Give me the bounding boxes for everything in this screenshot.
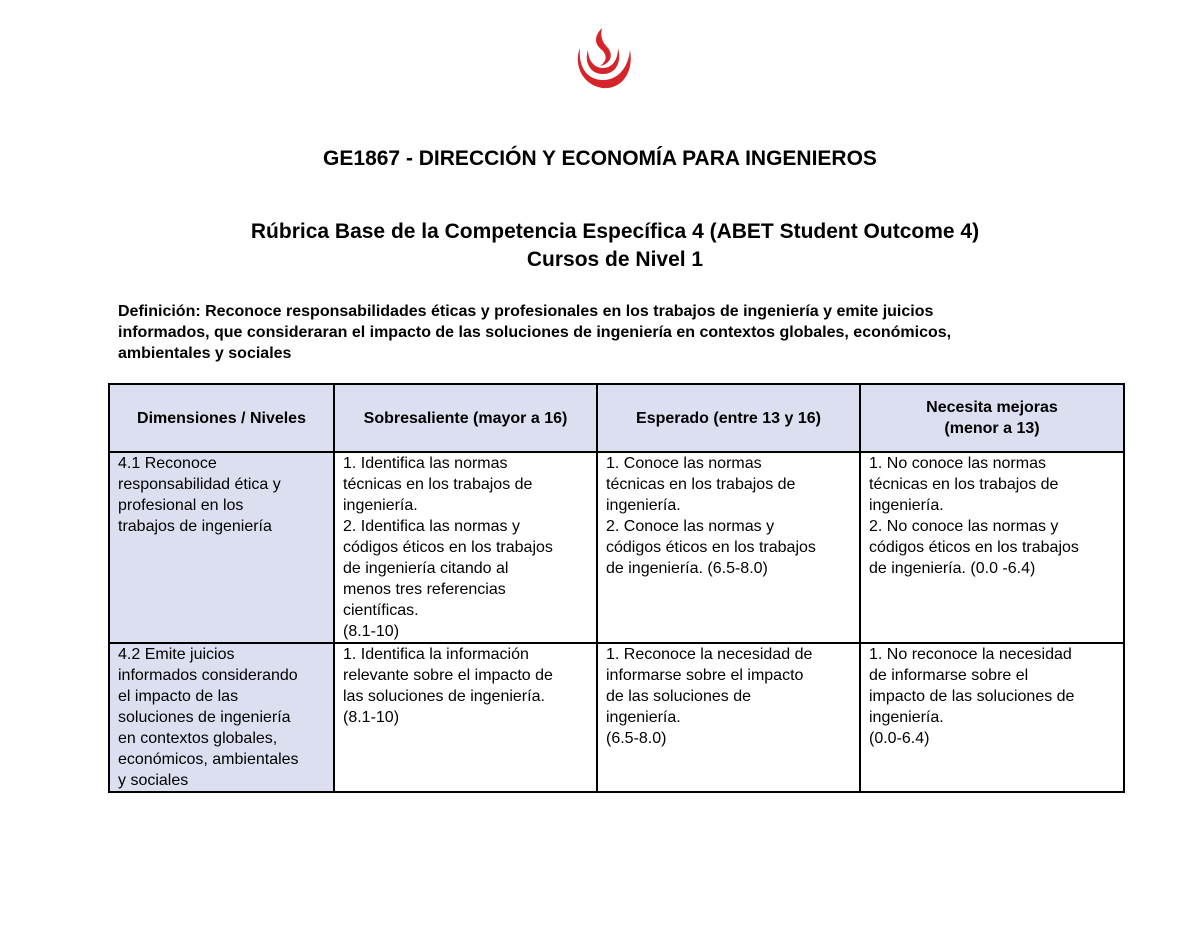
cell-line: de ingeniería. (0.0 -6.4) (869, 560, 1036, 577)
expected-cell (597, 452, 860, 643)
needs-improvement-cell (860, 452, 1124, 643)
table-row (109, 452, 1124, 643)
upc-flame-logo (572, 26, 634, 90)
cell-line: 4.2 Emite juicios (118, 646, 235, 663)
dimension-cell (109, 452, 334, 643)
cell-line: de ingeniería citando al (343, 560, 509, 577)
header-needs-improvement (860, 384, 1124, 452)
cell-line: científicas. (343, 602, 419, 619)
subtitle-line-1: Rúbrica Base de la Competencia Específica 4 (ABET Student Outcome 4) (250, 220, 980, 243)
definition-paragraph (118, 301, 1078, 364)
cell-line: 1. Identifica la información (343, 646, 529, 663)
cell-line: ingeniería. (606, 497, 681, 514)
cell-line: profesional en los (118, 497, 244, 514)
cell-line: 1. No conoce las normas (869, 455, 1046, 472)
cell-line: y sociales (118, 772, 189, 789)
definition-line-3: ambientales y sociales (118, 345, 292, 362)
rubric-table (108, 383, 1125, 793)
cell-line: 2. Identifica las normas y (343, 518, 520, 535)
header-needs-line-1: Necesita mejoras (926, 399, 1058, 416)
cell-line: (6.5-8.0) (606, 730, 667, 747)
table-row (109, 643, 1124, 792)
cell-line: códigos éticos en los trabajos (343, 539, 553, 556)
header-needs-line-2: (menor a 13) (944, 420, 1040, 437)
cell-line: 2. Conoce las normas y (606, 518, 775, 535)
cell-line: 1. Reconoce la necesidad de (606, 646, 813, 663)
cell-line: técnicas en los trabajos de (343, 476, 533, 493)
cell-line: relevante sobre el impacto de (343, 667, 553, 684)
cell-line: de informarse sobre el (869, 667, 1029, 684)
needs-improvement-cell (860, 643, 1124, 792)
cell-line: 2. No conoce las normas y (869, 518, 1059, 535)
cell-line: informarse sobre el impacto (606, 667, 804, 684)
cell-line: en contextos globales, (118, 730, 278, 747)
cell-line: ingeniería. (869, 709, 944, 726)
table-header-row (109, 384, 1124, 452)
cell-line: códigos éticos en los trabajos (606, 539, 816, 556)
cell-line: ingeniería. (606, 709, 681, 726)
cell-line: menos tres referencias (343, 581, 506, 598)
cell-line: responsabilidad ética y (118, 476, 281, 493)
cell-line: las soluciones de ingeniería. (343, 688, 545, 705)
cell-line: técnicas en los trabajos de (869, 476, 1059, 493)
cell-line: códigos éticos en los trabajos (869, 539, 1079, 556)
cell-line: trabajos de ingeniería (118, 518, 272, 535)
outstanding-cell (334, 452, 597, 643)
outstanding-cell (334, 643, 597, 792)
cell-line: informados considerando (118, 667, 298, 684)
header-outstanding: Sobresaliente (mayor a 16) (334, 384, 597, 452)
definition-line-2: informados, que consideraran el impacto de las soluciones de ingeniería en contextos globales, económicos, (118, 324, 952, 341)
cell-line: 1. Conoce las normas (606, 455, 762, 472)
definition-line-1: Definición: Reconoce responsabilidades éticas y profesionales en los trabajos de ingeniería y emite juicios (118, 303, 934, 320)
header-dimensions: Dimensiones / Niveles (109, 384, 334, 452)
dimension-cell (109, 643, 334, 792)
cell-line: de ingeniería. (6.5-8.0) (606, 560, 768, 577)
cell-line: 1. No reconoce la necesidad (869, 646, 1072, 663)
expected-cell (597, 643, 860, 792)
subtitle-line-2: Cursos de Nivel 1 (526, 248, 704, 271)
cell-line: 1. Identifica las normas (343, 455, 508, 472)
cell-line: soluciones de ingeniería (118, 709, 291, 726)
cell-line: (8.1-10) (343, 623, 400, 640)
cell-line: impacto de las soluciones de (869, 688, 1075, 705)
cell-line: ingeniería. (869, 497, 944, 514)
cell-line: (8.1-10) (343, 709, 400, 726)
rubric-subtitle (0, 218, 1200, 274)
cell-line: técnicas en los trabajos de (606, 476, 796, 493)
document-title: GE1867 - DIRECCIÓN Y ECONOMÍA PARA INGENIEROS (323, 147, 877, 170)
cell-line: ingeniería. (343, 497, 418, 514)
cell-line: de las soluciones de (606, 688, 751, 705)
cell-line: (0.0-6.4) (869, 730, 930, 747)
cell-line: 4.1 Reconoce (118, 455, 217, 472)
header-expected: Esperado (entre 13 y 16) (597, 384, 860, 452)
cell-line: económicos, ambientales (118, 751, 299, 768)
cell-line: el impacto de las (118, 688, 239, 705)
